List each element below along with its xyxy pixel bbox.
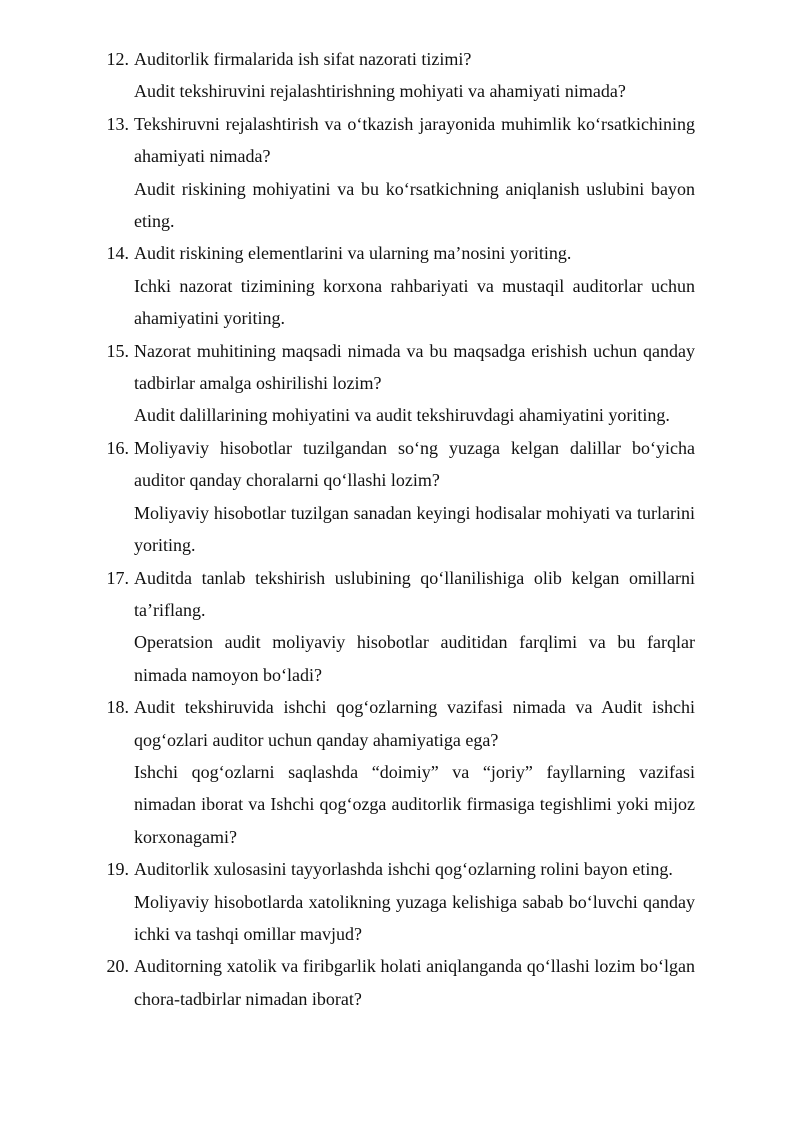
item-number: 14. [106,243,129,264]
item-number: 13. [106,113,129,134]
item-question: Auditda tanlab tekshirish uslubining qo‘llanilishiga olib kelgan omillarni ta’riflang. [134,567,695,620]
item-followup: Moliyaviy hisobotlarda xatolikning yuzaga kelishiga sabab bo‘luvchi qanday ichki va tashqi omillar mavjud? [134,891,695,944]
item-question: Tekshiruvni rejalashtirish va o‘tkazish jarayonida muhimlik ko‘rsatkichining ahamiyati nimada? [134,113,695,167]
list-item-18 [0,691,800,853]
list-item-16 [0,432,800,562]
item-number: 17. [106,567,129,588]
item-number: 19. [106,859,129,880]
list-item-17 [0,562,800,692]
item-number: 12. [106,49,129,69]
item-question: Moliyaviy hisobotlar tuzilgandan so‘ng yuzaga kelgan dalillar bo‘yicha auditor qanday choralarni qo‘llashi lozim? [134,437,695,491]
list-item-15 [0,335,800,432]
item-followup: Operatsion audit moliyaviy hisobotlar auditidan farqlimi va bu farqlar nimada namoyon bo‘ladi? [134,632,695,685]
item-number: 20. [106,956,129,977]
item-followup: Audit tekshiruvini rejalashtirishning mohiyati va ahamiyati nimada? [134,81,626,102]
item-question: Auditorning xatolik va firibgarlik holati aniqlanganda qo‘llashi lozim bo‘lgan chora-tadbirlar nimadan iborat? [134,956,695,1009]
list-item-13 [0,108,800,238]
list-item-20 [0,950,800,1015]
list-item-19 [0,853,800,950]
item-followup: Ishchi qog‘ozlarni saqlashda “doimiy” va “joriy” fayllarning vazifasi nimadan iborat va Ishchi qog‘ozga auditorlik firmasiga tegishlimi yoki mijoz korxonagami? [134,761,695,847]
question-list [0,43,800,1015]
item-followup: Audit dalillarining mohiyatini va audit tekshiruvdagi ahamiyatini yoriting. [134,405,670,426]
item-question: Nazorat muhitining maqsadi nimada va bu maqsadga erishish uchun qanday tadbirlar amalga oshirilishi lozim? [134,340,695,394]
item-question: Auditorlik firmalarida ish sifat nazorati tizimi? [134,49,472,69]
item-question: Audit tekshiruvida ishchi qog‘ozlarning vazifasi nimada va Audit ishchi qog‘ozlari auditor uchun qanday ahamiyatiga ega? [134,697,695,750]
list-item-14 [0,237,800,334]
item-question: Audit riskining elementlarini va ularning ma’nosini yoriting. [134,243,572,264]
item-followup: Ichki nazorat tizimining korxona rahbariyati va mustaqil auditorlar uchun ahamiyatini yoriting. [134,275,695,329]
item-number: 18. [106,697,129,718]
item-question: Auditorlik xulosasini tayyorlashda ishchi qog‘ozlarning rolini bayon eting. [134,859,673,880]
list-item-12 [0,43,800,108]
item-number: 16. [106,437,129,458]
item-number: 15. [106,340,129,361]
item-followup: Audit riskining mohiyatini va bu ko‘rsatkichning aniqlanish uslubini bayon eting. [134,178,695,232]
item-followup: Moliyaviy hisobotlar tuzilgan sanadan keyingi hodisalar mohiyati va turlarini yoriting. [134,502,695,556]
